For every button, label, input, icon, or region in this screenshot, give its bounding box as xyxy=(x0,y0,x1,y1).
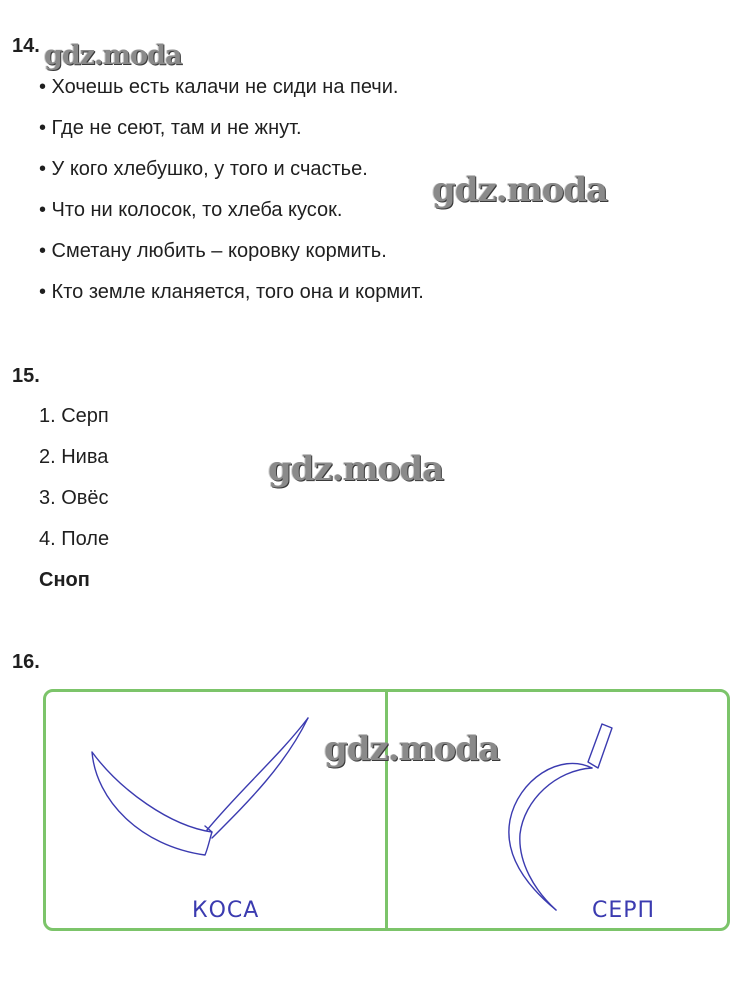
task-number-15: 15. xyxy=(12,365,40,387)
caption-scythe: КОСА xyxy=(192,898,260,923)
watermark-4: gdz.moda xyxy=(324,729,500,769)
proverb-5: • Сметану любить – коровку кормить. xyxy=(39,240,387,262)
answer-item-4: 4. Поле xyxy=(39,528,110,550)
answer-item-2: 2. Нива xyxy=(39,446,109,468)
watermark-3: gdz.moda xyxy=(268,449,444,489)
scythe-drawing xyxy=(92,718,308,855)
proverb-2: • Где не сеют, там и не жнут. xyxy=(39,117,302,139)
proverb-3: • У кого хлебушко, у того и счастье. xyxy=(39,158,368,180)
task-number-16: 16. xyxy=(12,651,40,673)
watermark-1: gdz.moda xyxy=(44,40,182,71)
proverb-4: • Что ни колосок, то хлеба кусок. xyxy=(39,199,343,221)
proverb-1: • Хочешь есть калачи не сиди на печи. xyxy=(39,76,399,98)
answer-item-1: 1. Серп xyxy=(39,405,109,427)
sickle-drawing xyxy=(509,724,612,910)
watermark-2: gdz.moda xyxy=(432,170,608,210)
proverb-6: • Кто земле кланяется, того она и кормит. xyxy=(39,281,424,303)
keyword-answer: Сноп xyxy=(39,569,90,591)
answer-item-3: 3. Овёс xyxy=(39,487,109,509)
task-number-14: 14. xyxy=(12,35,40,57)
caption-sickle: СЕРП xyxy=(592,898,656,923)
